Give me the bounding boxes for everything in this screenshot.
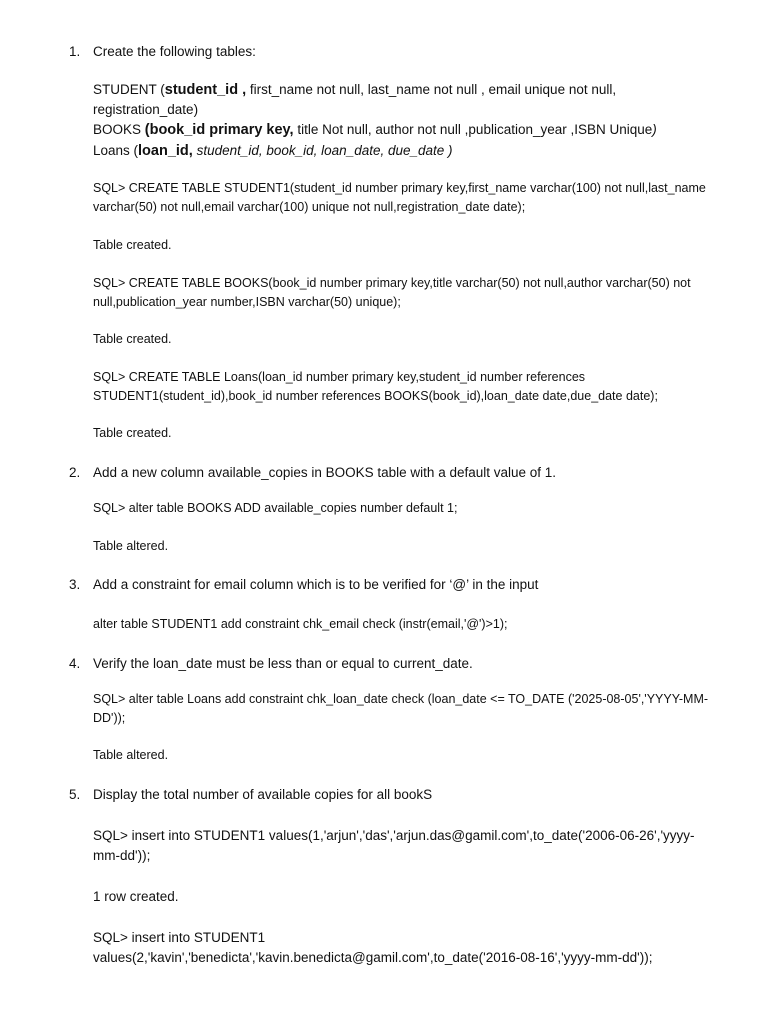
student-spec-d: registration_date) [93,102,199,117]
q1-number: 1. [69,44,81,59]
q2-title: Add a new column available_copies in BOOKS table with a default value of 1. [93,465,557,480]
books-spec-a: BOOKS [93,122,145,137]
q4-number: 4. [69,656,81,671]
q3-title: Add a constraint for email column which is to be verified for ‘@’ in the input [93,577,539,592]
loans-spec-a: Loans ( [93,143,139,158]
sql-insert-student-1b: mm-dd')); [93,848,151,863]
sql-insert-student-2a: SQL> insert into STUDENT1 [93,930,266,945]
result-table-altered: Table altered. [93,748,169,762]
sql-create-student-1: SQL> CREATE TABLE STUDENT1(student_id number primary key,first_name varchar(100) not null,last_name [93,181,706,195]
books-spec-c: title Not null, author not null ,publication_year ,ISBN Unique [293,122,653,137]
books-spec-key: (book_id primary key, [144,122,294,138]
sql-alter-loans-1: SQL> alter table Loans add constraint chk_loan_date check (loan_date <= TO_DATE ('2025-08-05','YYYY-MM- [93,692,709,706]
books-spec-d: ) [652,122,657,137]
student-spec-c: first_name not null, last_name not null , email unique not null, [246,82,617,97]
sql-insert-student-1a: SQL> insert into STUDENT1 values(1,'arjun','das','arjun.das@gamil.com',to_date('2006-06-26','yyyy- [93,828,695,843]
q5-number: 5. [69,787,81,802]
sql-create-student-2: varchar(50) not null,email varchar(100) unique not null,registration_date date); [93,200,526,214]
result-table-created: Table created. [93,426,172,440]
result-table-created: Table created. [93,332,172,346]
q5-title: Display the total number of available copies for all bookS [93,787,433,802]
sql-insert-student-2b: values(2,'kavin','benedicta','kavin.benedicta@gamil.com',to_date('2016-08-16','yyyy-mm-dd')); [93,950,653,965]
student-table-spec [93,82,616,98]
result-table-created: Table created. [93,238,172,252]
sql-create-books-1: SQL> CREATE TABLE BOOKS(book_id number primary key,title varchar(50) not null,author varchar(50) not [93,276,691,290]
result-row-created: 1 row created. [93,889,179,904]
sql-alter-loans-2: DD')); [93,711,126,725]
books-table-spec [93,122,657,138]
student-spec-key: student_id , [164,82,247,98]
q2-number: 2. [69,465,81,480]
student-spec-a: STUDENT ( [93,82,165,97]
sql-create-loans-1: SQL> CREATE TABLE Loans(loan_id number primary key,student_id number references [93,370,586,384]
result-table-altered: Table altered. [93,539,169,553]
loans-table-spec [93,143,453,159]
sql-create-loans-2: STUDENT1(student_id),book_id number references BOOKS(book_id),loan_date date,due_date date); [93,389,658,403]
sql-alter-books: SQL> alter table BOOKS ADD available_copies number default 1; [93,501,458,515]
q4-title: Verify the loan_date must be less than or equal to current_date. [93,656,473,671]
q1-title: Create the following tables: [93,44,256,59]
loans-spec-key: loan_id, [138,143,193,159]
sql-alter-email: alter table STUDENT1 add constraint chk_email check (instr(email,'@')>1); [93,617,508,631]
sql-create-books-2: null,publication_year number,ISBN varchar(50) unique); [93,295,401,309]
loans-spec-c: student_id, book_id, loan_date, due_date ) [192,143,453,158]
q3-number: 3. [69,577,81,592]
